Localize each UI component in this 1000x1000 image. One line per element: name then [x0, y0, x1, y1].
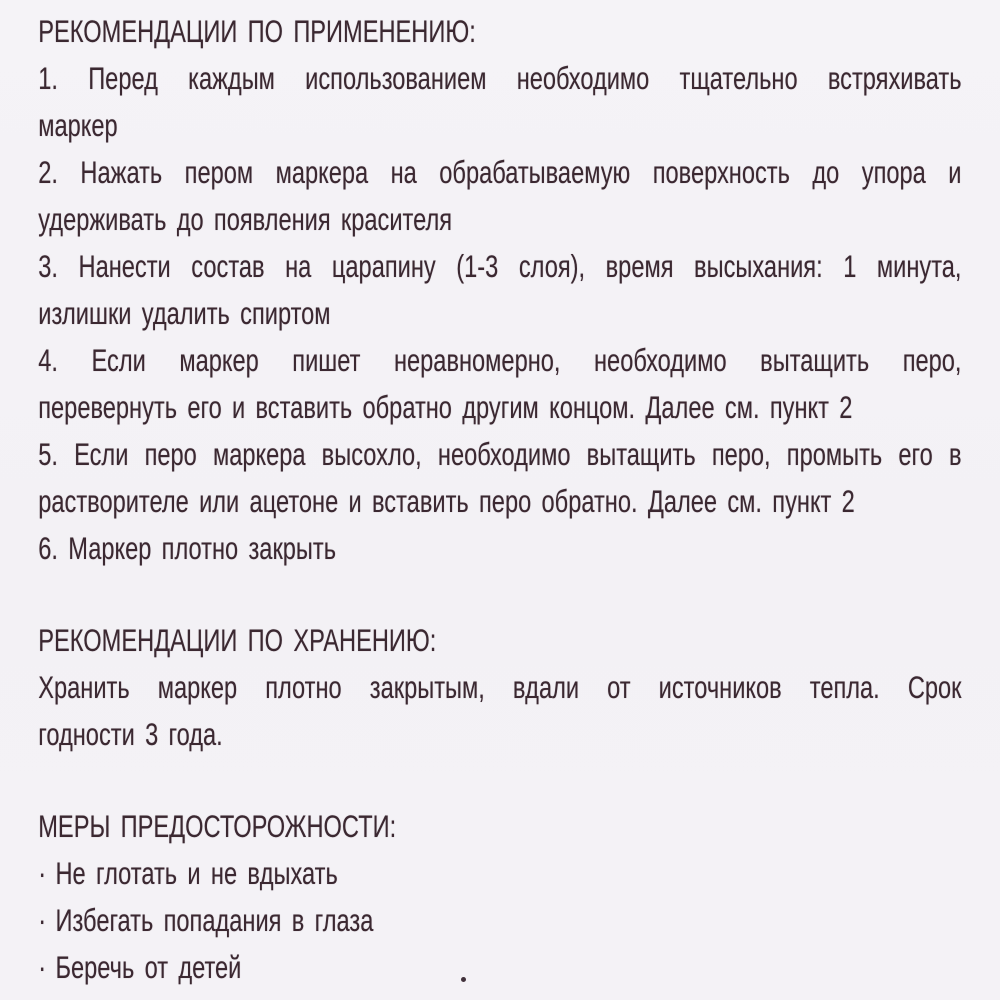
precaution-item-3-label: Беречь от детей	[55, 949, 242, 985]
precaution-item-3	[38, 944, 961, 991]
usage-item-2-line-1: 2. Нажать пером маркера на обрабатываемую поверхность до упора и	[38, 154, 962, 190]
storage-section-title: РЕКОМЕНДАЦИИ ПО ХРАНЕНИЮ:	[38, 622, 437, 658]
ink-speck	[461, 977, 466, 982]
usage-item-6-line-1: 6. Маркер плотно закрыть	[38, 530, 337, 566]
section-precautions	[38, 803, 961, 991]
precaution-item-2	[38, 897, 961, 944]
usage-item-1-line-2: маркер	[38, 107, 118, 143]
usage-item-5-line-2: растворителе или ацетоне и вставить перо обратно. Далее см. пункт 2	[38, 483, 855, 519]
usage-item-5-line-1: 5. Если перо маркера высохло, необходимо вытащить перо, промыть его в	[38, 436, 962, 472]
bullet-dot-icon: ·	[38, 949, 47, 985]
bullet-dot-icon: ·	[38, 902, 47, 938]
section-usage	[38, 8, 961, 572]
usage-item-4-line-1: 4. Если маркер пишет неравномерно, необходимо вытащить перо,	[38, 342, 962, 378]
usage-item-3-line-1: 3. Нанести состав на царапину (1-3 слоя), время высыхания: 1 минута,	[38, 248, 962, 284]
precaution-item-1	[38, 850, 961, 897]
label-text-block	[0, 8, 1000, 991]
usage-item-2-line-2: удерживать до появления красителя	[38, 201, 453, 237]
precaution-item-1-label: Не глотать и не вдыхать	[55, 855, 338, 891]
usage-section-title: РЕКОМЕНДАЦИИ ПО ПРИМЕНЕНИЮ:	[38, 13, 476, 49]
precautions-section-title: МЕРЫ ПРЕДОСТОРОЖНОСТИ:	[38, 808, 397, 844]
usage-item-1-line-1: 1. Перед каждым использованием необходимо тщательно встряхивать	[38, 60, 962, 96]
storage-line-2: годности 3 года.	[38, 716, 223, 752]
section-storage	[38, 617, 961, 758]
usage-item-4-line-2: перевернуть его и вставить обратно другим концом. Далее см. пункт 2	[38, 389, 853, 425]
bullet-dot-icon: ·	[38, 855, 47, 891]
precaution-item-2-label: Избегать попадания в глаза	[55, 902, 374, 938]
storage-line-1: Хранить маркер плотно закрытым, вдали от источников тепла. Срок	[38, 669, 962, 705]
usage-item-3-line-2: излишки удалить спиртом	[38, 295, 331, 331]
